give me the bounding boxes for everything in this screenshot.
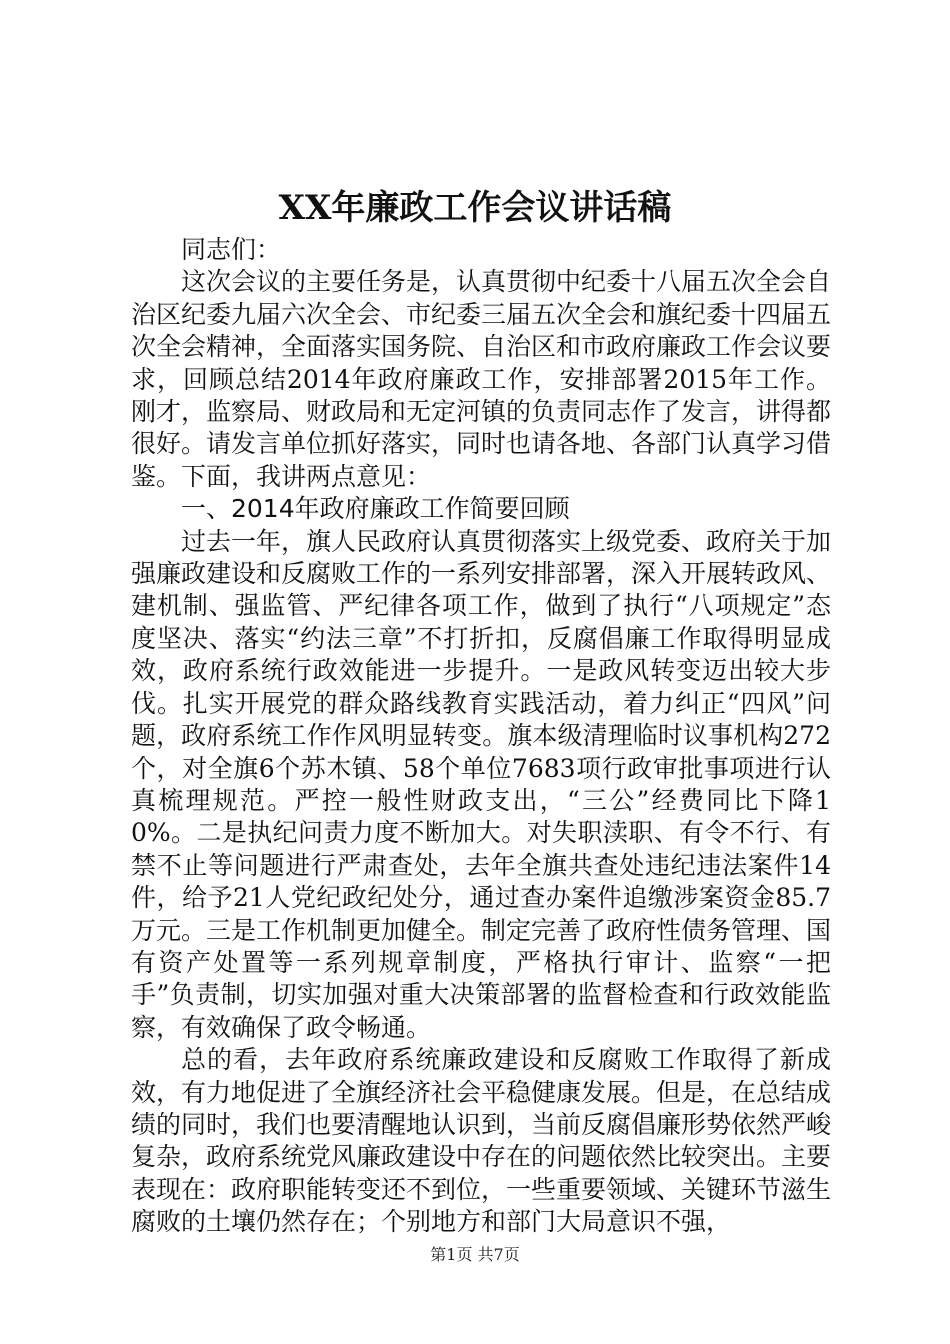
section-heading: 一、2014年政府廉政工作简要回顾	[181, 494, 570, 524]
salutation: 同志们：	[181, 235, 282, 264]
paragraph-review: 过去一年，旗人民政府认真贯彻落实上级党委、政府关于加强廉政建设和反腐败工作的一系列安排部署，深入开展转政风、建机制、强监管、严纪律各项工作，做到了执行“八项规定”态度坚决、落实“约法三章”不打折扣，反腐倡廉工作取得明显成效，政府系统行政效能进一步提升。一是政风转变迈出较大步伐。扎实开展党的群众路线教育实践活动，着力纠正“四风”问题，政府系统工作作风明显转变。旗本级清理临时议事机构272个，对全旗6个苏木镇、58个单位7683项行政审批事项进行认真梳理规范。严控一般性财政支出，“三公”经费同比下降10%。二是执纪问责力度不断加大。对失职渎职、有令不行、有禁不止等问题进行严肃查处，去年全旗共查处违纪违法案件14件，给予21人党纪政纪处分，通过查办案件追缴涉案资金85.7万元。三是工作机制更加健全。制定完善了政府性债务管理、国有资产处置等一系列规章制度，严格执行审计、监察“一把手”负责制，切实加强对重大决策部署的监督检查和行政效能监察，有效确保了政令畅通。	[131, 526, 832, 1042]
paragraph-intro: 这次会议的主要任务是，认真贯彻中纪委十八届五次全会自治区纪委九届六次全会、市纪委三届五次全会和旗纪委十四届五次全会精神，全面落实国务院、自治区和市政府廉政工作会议要求，回顾总结2014年政府廉政工作，安排部署2015年工作。刚才，监察局、财政局和无定河镇的负责同志作了发言，讲得都很好。请发言单位抓好落实，同时也请各地、各部门认真学习借鉴。下面，我讲两点意见：	[131, 267, 832, 491]
paragraph-summary: 总的看，去年政府系统廉政建设和反腐败工作取得了新成效，有力地促进了全旗经济社会平稳健康发展。但是，在总结成绩的同时，我们也要清醒地认识到，当前反腐倡廉形势依然严峻复杂，政府系统党风廉政建设中存在的问题依然比较突出。主要表现在：政府职能转变还不到位，一些重要领域、关键环节滋生腐败的土壤仍然存在；个别地方和部门大局意识不强，	[131, 1045, 832, 1237]
page-footer: 第1页 共7页	[430, 1245, 520, 1264]
document-body	[131, 234, 831, 1239]
document-title: XX年廉政工作会议讲话稿	[278, 188, 672, 228]
